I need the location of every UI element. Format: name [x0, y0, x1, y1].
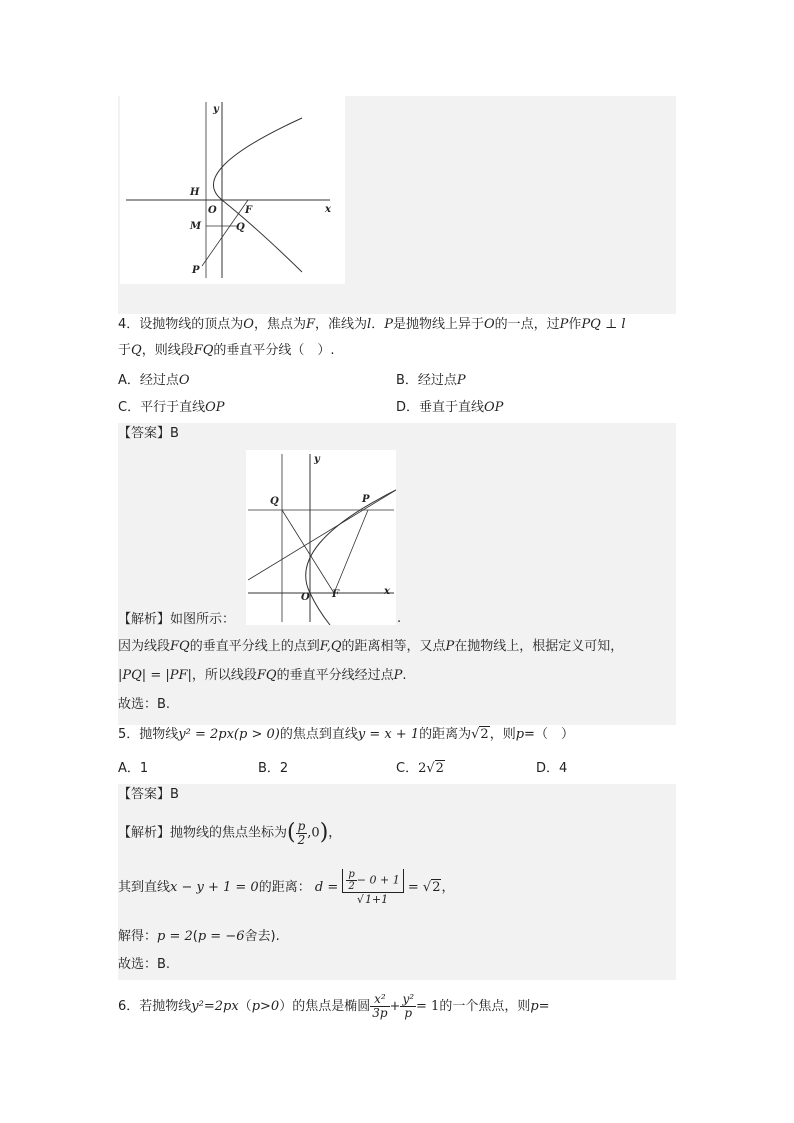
q4-explanation-2: |PQ| = |PF|，所以线段FQ的垂直平分线经过点P. — [118, 668, 407, 683]
q5-option-a[interactable]: A．1 — [118, 761, 149, 776]
fig2-label-y: y — [314, 454, 320, 465]
q5-analysis-3: 解得：p = 2(p = −6舍去). — [118, 929, 280, 944]
fig1-label-P: P — [192, 265, 200, 276]
q4-analysis-end: . — [397, 611, 402, 626]
q5-analysis-2: 其到直线x − y + 1 = 0的距离： d = $\frac{p}{2}$ − 0 + 1 √1+1 = √2， — [118, 869, 455, 906]
fig1-label-x: x — [325, 204, 331, 215]
q6-stem: 6．若抛物线y²=2px（p>0）的焦点是椭圆 $\frac{\text{x²}}{3p}$ + $\frac{\text{y²}}{p}$ = 1的一个焦点，则p= — [118, 992, 550, 1020]
q5-stem: 5．抛物线y² = 2px(p > 0)的焦点到直线y = x + 1的距离为√2，则p=（ ） — [118, 727, 574, 742]
q5-option-c[interactable]: C．2√2 — [396, 761, 444, 776]
q4-option-b[interactable]: B．经过点P — [396, 373, 466, 388]
fig2-label-F: F — [332, 589, 340, 600]
q4-explanation-1: 因为线段FQ的垂直平分线上的点到F,Q的距离相等，又点P在抛物线上，根据定义可知， — [118, 639, 624, 654]
q5-option-b[interactable]: B．2 — [258, 761, 289, 776]
q4-option-c[interactable]: C．平行于直线OP — [118, 400, 225, 415]
parabola-diagram-2 — [246, 450, 396, 625]
q5-analysis-1: 【解析】抛物线的焦点坐标为( $\frac{p}{2}$ ,0)， — [118, 818, 342, 847]
q5-option-d[interactable]: D．4 — [536, 761, 568, 776]
fig2-label-x: x — [384, 586, 390, 597]
q4-line-2: 于Q，则线段FQ的垂直平分线（ ）. — [118, 343, 335, 358]
figure-parabola-2 — [246, 450, 396, 625]
fig1-label-H: H — [190, 187, 200, 198]
q4-option-a[interactable]: A．经过点O — [118, 373, 190, 388]
fig1-label-y: y — [213, 104, 219, 115]
q5-answer: 【答案】B — [118, 787, 179, 802]
q5-conclusion: 故选：B. — [118, 957, 171, 972]
fig2-label-Q: Q — [270, 496, 279, 507]
figure-parabola-1 — [120, 96, 345, 284]
q4-answer: 【答案】B — [118, 426, 179, 441]
fig1-label-Q: Q — [236, 222, 245, 233]
q4-conclusion: 故选：B. — [118, 697, 171, 712]
fig1-label-O: O — [208, 205, 217, 216]
fig1-label-M: M — [190, 221, 202, 232]
fig2-label-O: O — [301, 592, 310, 603]
q4-line-1: 4．设抛物线的顶点为O，焦点为F，准线为l．P是抛物线上异于O的一点，过P作PQ ⊥ l — [118, 317, 626, 332]
q4-option-d[interactable]: D．垂直于直线OP — [396, 400, 504, 415]
parabola-diagram-1 — [120, 96, 345, 284]
q4-analysis-label: 【解析】如图所示： — [118, 612, 236, 627]
fig1-label-F: F — [245, 205, 253, 216]
fig2-label-P: P — [362, 494, 370, 505]
